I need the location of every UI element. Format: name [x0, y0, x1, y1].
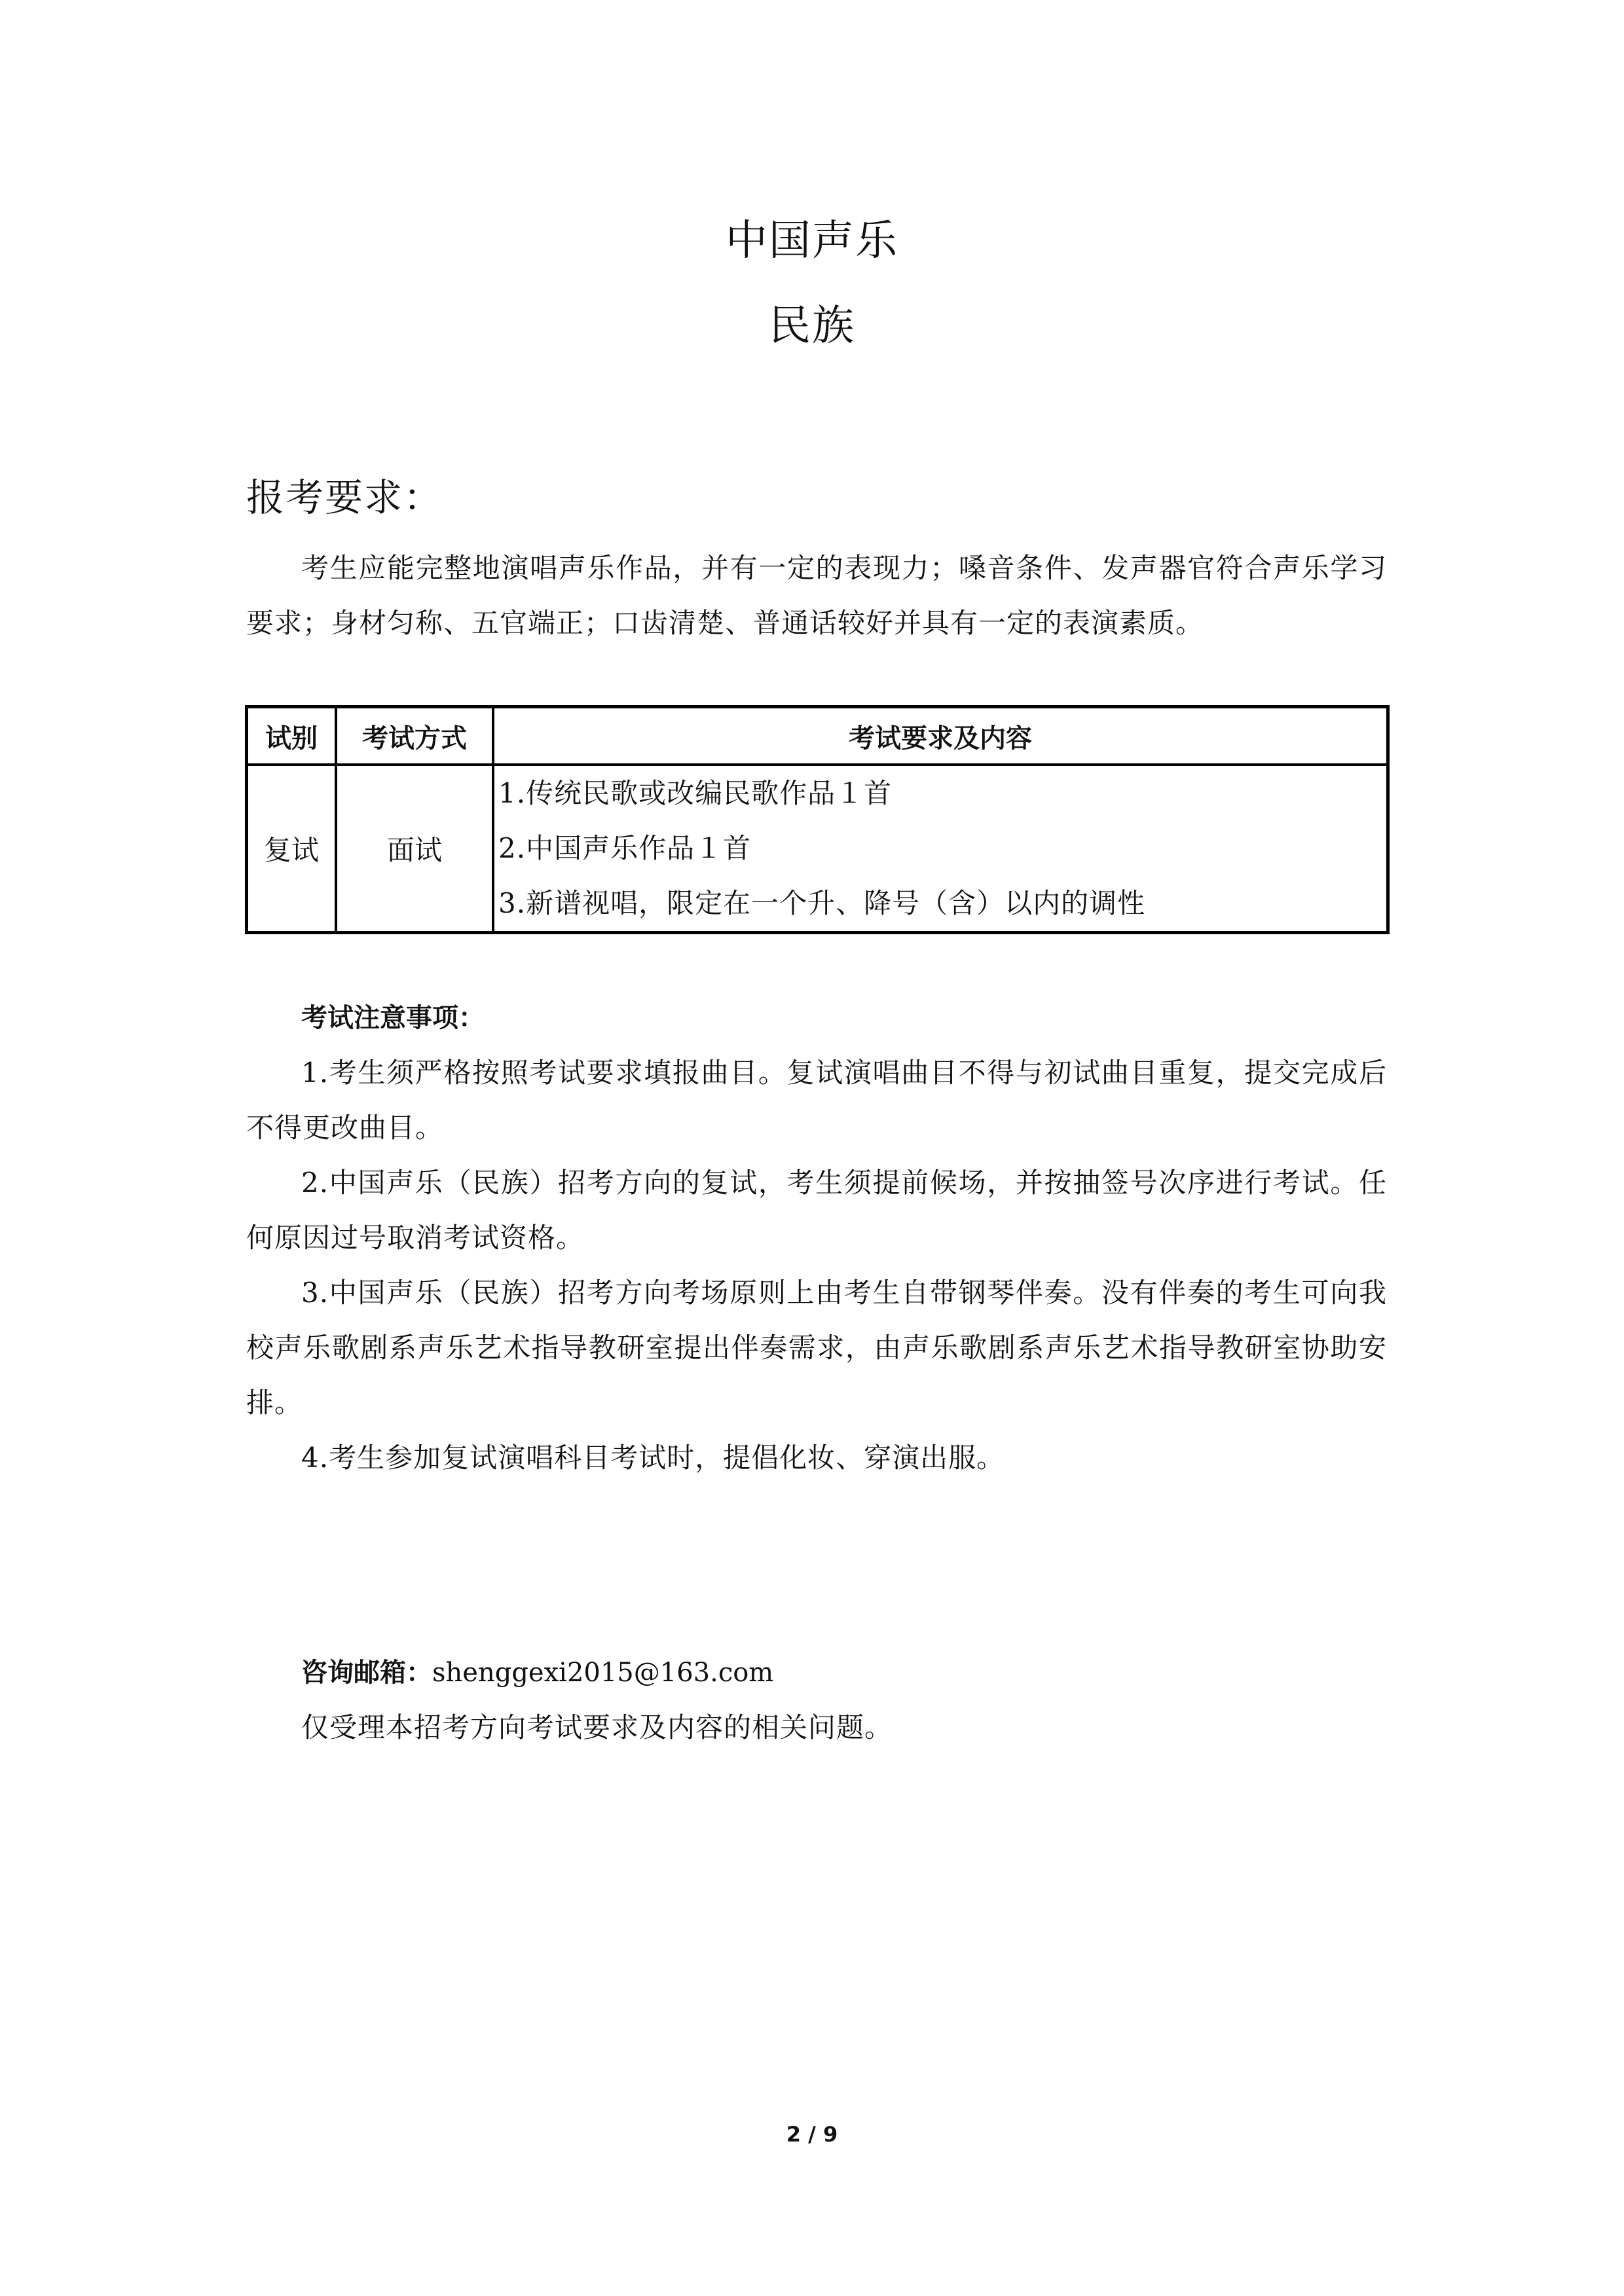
exam-table [245, 705, 1390, 934]
cell-content [493, 765, 1388, 933]
requirement-item: 1.传统民歌或改编民歌作品１首 [498, 777, 893, 809]
table-row [247, 765, 1388, 933]
requirement-item: 2.中国声乐作品１首 [498, 832, 752, 864]
note-item: 3.中国声乐（民族）招考方向考场原则上由考生自带钢琴伴奏。没有伴奏的考生可向我校声乐歌剧系声乐艺术指导教研室提出伴奏需求，由声乐歌剧系声乐艺术指导教研室协助安排。 [246, 1277, 1387, 1419]
header-round: 试别 [247, 707, 337, 765]
notes-list [246, 1046, 1387, 1485]
contact-scope: 仅受理本招考方向考试要求及内容的相关问题。 [301, 1711, 893, 1743]
cell-method: 面试 [336, 765, 493, 933]
header-content: 考试要求及内容 [493, 707, 1388, 765]
requirements-heading: 报考要求： [246, 475, 443, 520]
header-method: 考试方式 [336, 707, 493, 765]
document-title: 中国声乐 [726, 217, 898, 265]
note-item: 1.考生须严格按照考试要求填报曲目。复试演唱曲目不得与初试曲目重复，提交完成后不得更改曲目。 [246, 1057, 1387, 1144]
contact-email-link[interactable]: shenggexi2015@163.com [432, 1658, 774, 1688]
cell-round: 复试 [247, 765, 337, 933]
contact-label: 咨询邮箱： [301, 1658, 432, 1688]
requirements-text: 考生应能完整地演唱声乐作品，并有一定的表现力；嗓音条件、发声器官符合声乐学习要求；身材匀称、五官端正；口齿清楚、普通话较好并具有一定的表演素质。 [246, 552, 1387, 639]
contact-line [301, 1645, 773, 1700]
note-item: 4.考生参加复试演唱科目考试时，提倡化妆、穿演出服。 [301, 1442, 1005, 1474]
table-header-row [247, 707, 1388, 765]
notes-heading: 考试注意事项： [301, 1003, 485, 1033]
requirement-item: 3.新谱视唱，限定在一个升、降号（含）以内的调性 [498, 887, 1146, 919]
page-number: 2 / 9 [786, 2122, 838, 2147]
document-subtitle: 民族 [769, 302, 855, 350]
note-item: 2.中国声乐（民族）招考方向的复试，考生须提前候场，并按抽签号次序进行考试。任何原因过号取消考试资格。 [246, 1167, 1387, 1254]
